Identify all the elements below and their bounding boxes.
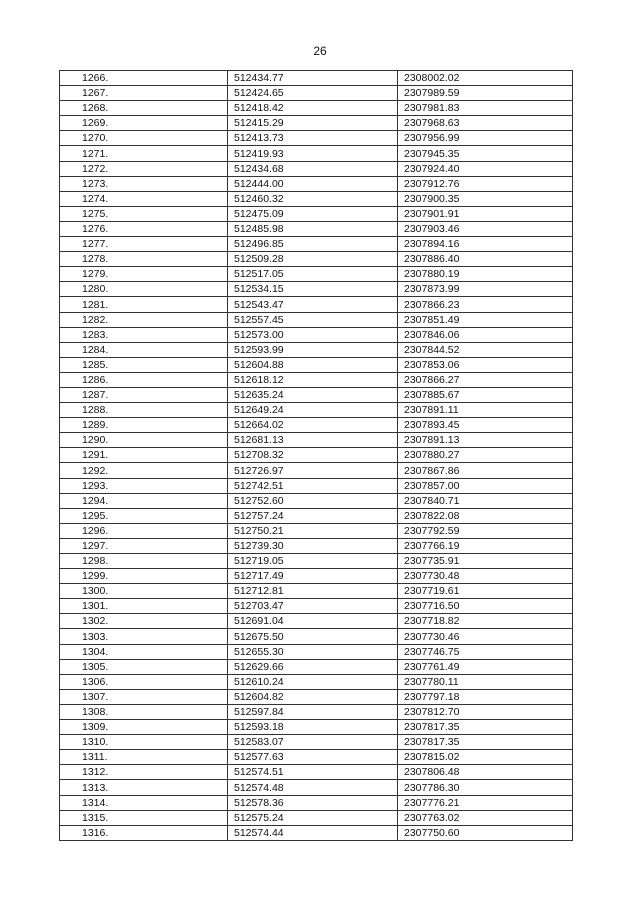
point-number-cell: 1266. (60, 71, 228, 86)
table-row (60, 478, 573, 493)
x-coordinate-cell: 512618.12 (228, 372, 398, 387)
table-row (60, 403, 573, 418)
y-coordinate-cell: 2307817.35 (398, 720, 573, 735)
y-coordinate-cell: 2307786.30 (398, 780, 573, 795)
table-row (60, 720, 573, 735)
point-number-cell: 1303. (60, 629, 228, 644)
x-coordinate-cell: 512534.15 (228, 282, 398, 297)
point-number-cell: 1283. (60, 327, 228, 342)
y-coordinate-cell: 2307880.19 (398, 267, 573, 282)
x-coordinate-cell: 512573.00 (228, 327, 398, 342)
x-coordinate-cell: 512578.36 (228, 795, 398, 810)
x-coordinate-cell: 512655.30 (228, 644, 398, 659)
point-number-cell: 1278. (60, 252, 228, 267)
x-coordinate-cell: 512574.44 (228, 825, 398, 840)
table-row (60, 780, 573, 795)
x-coordinate-cell: 512485.98 (228, 221, 398, 236)
table-row (60, 810, 573, 825)
table-row (60, 221, 573, 236)
x-coordinate-cell: 512717.49 (228, 569, 398, 584)
table-row (60, 357, 573, 372)
point-number-cell: 1309. (60, 720, 228, 735)
y-coordinate-cell: 2307761.49 (398, 659, 573, 674)
point-number-cell: 1298. (60, 554, 228, 569)
point-number-cell: 1284. (60, 342, 228, 357)
x-coordinate-cell: 512418.42 (228, 101, 398, 116)
point-number-cell: 1315. (60, 810, 228, 825)
point-number-cell: 1307. (60, 689, 228, 704)
y-coordinate-cell: 2307989.59 (398, 86, 573, 101)
y-coordinate-cell: 2307719.61 (398, 584, 573, 599)
x-coordinate-cell: 512475.09 (228, 206, 398, 221)
y-coordinate-cell: 2307924.40 (398, 161, 573, 176)
x-coordinate-cell: 512703.47 (228, 599, 398, 614)
table-row (60, 750, 573, 765)
y-coordinate-cell: 2307718.82 (398, 614, 573, 629)
table-row (60, 735, 573, 750)
table-row (60, 795, 573, 810)
x-coordinate-cell: 512583.07 (228, 735, 398, 750)
table-row (60, 252, 573, 267)
point-number-cell: 1279. (60, 267, 228, 282)
x-coordinate-cell: 512752.60 (228, 493, 398, 508)
table-row (60, 629, 573, 644)
table-row (60, 342, 573, 357)
x-coordinate-cell: 512750.21 (228, 523, 398, 538)
x-coordinate-cell: 512610.24 (228, 674, 398, 689)
table-row (60, 463, 573, 478)
x-coordinate-cell: 512419.93 (228, 146, 398, 161)
table-row (60, 71, 573, 86)
y-coordinate-cell: 2308002.02 (398, 71, 573, 86)
point-number-cell: 1268. (60, 101, 228, 116)
point-number-cell: 1286. (60, 372, 228, 387)
table-row (60, 538, 573, 553)
table-row (60, 312, 573, 327)
point-number-cell: 1304. (60, 644, 228, 659)
y-coordinate-cell: 2307840.71 (398, 493, 573, 508)
y-coordinate-cell: 2307945.35 (398, 146, 573, 161)
y-coordinate-cell: 2307750.60 (398, 825, 573, 840)
x-coordinate-cell: 512719.05 (228, 554, 398, 569)
x-coordinate-cell: 512726.97 (228, 463, 398, 478)
x-coordinate-cell: 512434.68 (228, 161, 398, 176)
x-coordinate-cell: 512517.05 (228, 267, 398, 282)
table-row (60, 599, 573, 614)
x-coordinate-cell: 512757.24 (228, 508, 398, 523)
point-number-cell: 1314. (60, 795, 228, 810)
point-number-cell: 1291. (60, 448, 228, 463)
table-row (60, 131, 573, 146)
table-row (60, 554, 573, 569)
y-coordinate-cell: 2307894.16 (398, 237, 573, 252)
x-coordinate-cell: 512444.00 (228, 176, 398, 191)
point-number-cell: 1302. (60, 614, 228, 629)
coordinates-table (59, 70, 573, 841)
y-coordinate-cell: 2307981.83 (398, 101, 573, 116)
y-coordinate-cell: 2307900.35 (398, 191, 573, 206)
table-row (60, 161, 573, 176)
x-coordinate-cell: 512649.24 (228, 403, 398, 418)
y-coordinate-cell: 2307903.46 (398, 221, 573, 236)
y-coordinate-cell: 2307812.70 (398, 704, 573, 719)
y-coordinate-cell: 2307857.00 (398, 478, 573, 493)
y-coordinate-cell: 2307880.27 (398, 448, 573, 463)
y-coordinate-cell: 2307815.02 (398, 750, 573, 765)
table-row (60, 569, 573, 584)
y-coordinate-cell: 2307891.13 (398, 433, 573, 448)
x-coordinate-cell: 512742.51 (228, 478, 398, 493)
point-number-cell: 1275. (60, 206, 228, 221)
y-coordinate-cell: 2307776.21 (398, 795, 573, 810)
y-coordinate-cell: 2307746.75 (398, 644, 573, 659)
y-coordinate-cell: 2307817.35 (398, 735, 573, 750)
point-number-cell: 1308. (60, 704, 228, 719)
x-coordinate-cell: 512415.29 (228, 116, 398, 131)
y-coordinate-cell: 2307853.06 (398, 357, 573, 372)
table-row (60, 387, 573, 402)
point-number-cell: 1288. (60, 403, 228, 418)
y-coordinate-cell: 2307797.18 (398, 689, 573, 704)
table-row (60, 297, 573, 312)
table-row (60, 267, 573, 282)
point-number-cell: 1310. (60, 735, 228, 750)
y-coordinate-cell: 2307893.45 (398, 418, 573, 433)
table-row (60, 584, 573, 599)
table-row (60, 493, 573, 508)
point-number-cell: 1272. (60, 161, 228, 176)
x-coordinate-cell: 512691.04 (228, 614, 398, 629)
x-coordinate-cell: 512593.18 (228, 720, 398, 735)
table-row (60, 433, 573, 448)
point-number-cell: 1295. (60, 508, 228, 523)
y-coordinate-cell: 2307886.40 (398, 252, 573, 267)
table-row (60, 237, 573, 252)
point-number-cell: 1305. (60, 659, 228, 674)
point-number-cell: 1292. (60, 463, 228, 478)
x-coordinate-cell: 512543.47 (228, 297, 398, 312)
point-number-cell: 1293. (60, 478, 228, 493)
table-row (60, 825, 573, 840)
table-row (60, 282, 573, 297)
y-coordinate-cell: 2307822.08 (398, 508, 573, 523)
point-number-cell: 1312. (60, 765, 228, 780)
x-coordinate-cell: 512424.65 (228, 86, 398, 101)
x-coordinate-cell: 512629.66 (228, 659, 398, 674)
table-row (60, 116, 573, 131)
x-coordinate-cell: 512708.32 (228, 448, 398, 463)
y-coordinate-cell: 2307780.11 (398, 674, 573, 689)
y-coordinate-cell: 2307735.91 (398, 554, 573, 569)
x-coordinate-cell: 512460.32 (228, 191, 398, 206)
y-coordinate-cell: 2307716.50 (398, 599, 573, 614)
y-coordinate-cell: 2307866.27 (398, 372, 573, 387)
y-coordinate-cell: 2307763.02 (398, 810, 573, 825)
x-coordinate-cell: 512577.63 (228, 750, 398, 765)
point-number-cell: 1300. (60, 584, 228, 599)
table-row (60, 448, 573, 463)
table-row (60, 674, 573, 689)
x-coordinate-cell: 512712.81 (228, 584, 398, 599)
point-number-cell: 1280. (60, 282, 228, 297)
point-number-cell: 1271. (60, 146, 228, 161)
y-coordinate-cell: 2307866.23 (398, 297, 573, 312)
point-number-cell: 1313. (60, 780, 228, 795)
point-number-cell: 1267. (60, 86, 228, 101)
y-coordinate-cell: 2307851.49 (398, 312, 573, 327)
y-coordinate-cell: 2307730.48 (398, 569, 573, 584)
y-coordinate-cell: 2307901.91 (398, 206, 573, 221)
point-number-cell: 1281. (60, 297, 228, 312)
y-coordinate-cell: 2307730.46 (398, 629, 573, 644)
table-row (60, 206, 573, 221)
point-number-cell: 1270. (60, 131, 228, 146)
y-coordinate-cell: 2307912.76 (398, 176, 573, 191)
y-coordinate-cell: 2307867.86 (398, 463, 573, 478)
x-coordinate-cell: 512509.28 (228, 252, 398, 267)
point-number-cell: 1276. (60, 221, 228, 236)
table-row (60, 523, 573, 538)
table-row (60, 508, 573, 523)
point-number-cell: 1273. (60, 176, 228, 191)
point-number-cell: 1285. (60, 357, 228, 372)
table-row (60, 418, 573, 433)
coordinates-table-body (60, 71, 573, 841)
x-coordinate-cell: 512739.30 (228, 538, 398, 553)
table-row (60, 146, 573, 161)
point-number-cell: 1269. (60, 116, 228, 131)
x-coordinate-cell: 512413.73 (228, 131, 398, 146)
x-coordinate-cell: 512557.45 (228, 312, 398, 327)
table-row (60, 176, 573, 191)
x-coordinate-cell: 512675.50 (228, 629, 398, 644)
table-row (60, 614, 573, 629)
table-row (60, 101, 573, 116)
table-row (60, 689, 573, 704)
table-row (60, 372, 573, 387)
point-number-cell: 1277. (60, 237, 228, 252)
point-number-cell: 1274. (60, 191, 228, 206)
x-coordinate-cell: 512575.24 (228, 810, 398, 825)
y-coordinate-cell: 2307846.06 (398, 327, 573, 342)
point-number-cell: 1289. (60, 418, 228, 433)
point-number-cell: 1294. (60, 493, 228, 508)
table-row (60, 765, 573, 780)
x-coordinate-cell: 512496.85 (228, 237, 398, 252)
page-number: 26 (313, 44, 327, 58)
point-number-cell: 1296. (60, 523, 228, 538)
table-row (60, 191, 573, 206)
table-row (60, 86, 573, 101)
table-row (60, 644, 573, 659)
point-number-cell: 1306. (60, 674, 228, 689)
y-coordinate-cell: 2307873.99 (398, 282, 573, 297)
x-coordinate-cell: 512635.24 (228, 387, 398, 402)
point-number-cell: 1297. (60, 538, 228, 553)
point-number-cell: 1301. (60, 599, 228, 614)
x-coordinate-cell: 512434.77 (228, 71, 398, 86)
point-number-cell: 1299. (60, 569, 228, 584)
y-coordinate-cell: 2307806.48 (398, 765, 573, 780)
point-number-cell: 1311. (60, 750, 228, 765)
x-coordinate-cell: 512681.13 (228, 433, 398, 448)
point-number-cell: 1290. (60, 433, 228, 448)
table-row (60, 704, 573, 719)
x-coordinate-cell: 512574.48 (228, 780, 398, 795)
table-row (60, 659, 573, 674)
point-number-cell: 1316. (60, 825, 228, 840)
x-coordinate-cell: 512597.84 (228, 704, 398, 719)
y-coordinate-cell: 2307956.99 (398, 131, 573, 146)
x-coordinate-cell: 512604.82 (228, 689, 398, 704)
x-coordinate-cell: 512593.99 (228, 342, 398, 357)
x-coordinate-cell: 512604.88 (228, 357, 398, 372)
y-coordinate-cell: 2307844.52 (398, 342, 573, 357)
point-number-cell: 1287. (60, 387, 228, 402)
y-coordinate-cell: 2307885.67 (398, 387, 573, 402)
y-coordinate-cell: 2307891.11 (398, 403, 573, 418)
table-row (60, 327, 573, 342)
y-coordinate-cell: 2307792.59 (398, 523, 573, 538)
y-coordinate-cell: 2307766.19 (398, 538, 573, 553)
x-coordinate-cell: 512574.51 (228, 765, 398, 780)
point-number-cell: 1282. (60, 312, 228, 327)
y-coordinate-cell: 2307968.63 (398, 116, 573, 131)
x-coordinate-cell: 512664.02 (228, 418, 398, 433)
